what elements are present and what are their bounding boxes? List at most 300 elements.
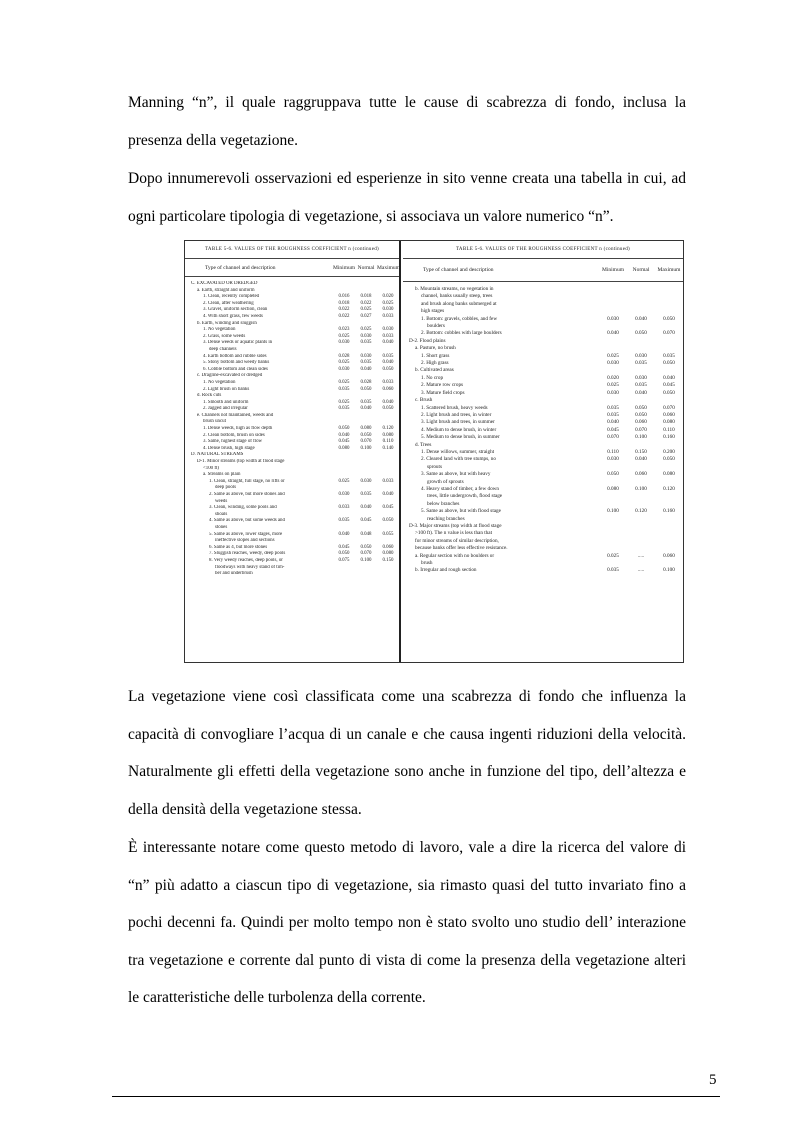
cell-normal: 0.030	[635, 352, 647, 359]
cell-minimum: 0.033	[338, 505, 350, 511]
cell-minimum: 0.025	[607, 382, 619, 389]
table-row	[403, 390, 683, 397]
cell-minimum	[333, 347, 355, 354]
cell-normal	[355, 452, 377, 459]
cell-maximum: 0.120	[663, 485, 675, 492]
table-row	[403, 479, 683, 486]
cell-maximum: 0.200	[663, 448, 675, 455]
cell-minimum: 0.035	[607, 404, 619, 411]
cell-maximum	[377, 499, 399, 506]
cell-description: 2. Cleared land with tree stumps, no	[421, 456, 496, 463]
cell-normal	[627, 523, 655, 530]
table-row	[403, 567, 683, 574]
header-maximum: Maximum	[377, 264, 400, 271]
cell-description: D-3. Major streams (top width at flood stage	[409, 523, 502, 529]
table-row	[185, 367, 399, 374]
cell-description: 7. Sluggish reaches, weedy, deep pools	[209, 551, 286, 557]
cell-minimum: 0.040	[338, 531, 350, 537]
cell-normal: 0.050	[635, 411, 647, 418]
cell-minimum	[599, 523, 627, 530]
cell-description: ber and underbrush	[215, 571, 253, 577]
table-row	[185, 354, 399, 361]
table-right	[403, 241, 683, 662]
cell-minimum: 0.070	[607, 434, 619, 441]
table-row	[403, 434, 683, 441]
table-row	[185, 387, 399, 394]
cell-maximum	[377, 321, 399, 328]
cell-normal	[627, 545, 655, 552]
cell-maximum	[655, 545, 683, 552]
cell-minimum: 0.035	[607, 567, 619, 574]
table-row	[403, 560, 683, 567]
cell-minimum	[333, 571, 355, 578]
cell-description: reaching branches	[427, 515, 465, 522]
cell-maximum	[655, 479, 683, 486]
cell-normal: 0.048	[360, 531, 372, 537]
cell-description: a. Earth, straight and uniform	[197, 287, 255, 293]
cell-maximum: 0.060	[663, 552, 675, 559]
cell-description: 4. Earth bottom and rubble sides	[203, 353, 267, 359]
table-row	[185, 485, 399, 492]
table-row	[185, 466, 399, 473]
cell-normal: 0.050	[635, 330, 647, 337]
cell-minimum: 0.035	[607, 411, 619, 418]
cell-minimum: 0.016	[338, 294, 350, 300]
table-right-body	[403, 282, 683, 575]
cell-normal	[627, 367, 655, 374]
cell-normal: 0.070	[635, 426, 647, 433]
cell-minimum: 0.030	[338, 366, 350, 372]
table-row	[403, 442, 683, 449]
cell-description: e. Channels not maintained, weeds and	[197, 412, 274, 418]
cell-minimum: 0.025	[607, 352, 619, 359]
roughness-table-figure	[184, 240, 684, 663]
cell-maximum	[655, 464, 683, 471]
cell-minimum: 0.045	[607, 426, 619, 433]
cell-minimum: 0.022	[338, 313, 350, 319]
table-row	[403, 330, 683, 337]
table-row	[185, 360, 399, 367]
cell-minimum	[599, 323, 627, 330]
cell-description: 1. No crop	[421, 374, 444, 381]
cell-description: 6. Cobble bottom and clean sides	[203, 366, 268, 372]
cell-normal: 0.035	[360, 492, 372, 497]
cell-maximum: 0.050	[382, 366, 394, 372]
cell-minimum: 0.030	[607, 360, 619, 367]
cell-maximum: 0.100	[663, 567, 675, 574]
paragraph-2: Dopo innumerevoli osservazioni ed esperienze in sito venne creata una tabella in cui, ad ogni particolare tipologia di vegetazione, si associava un valore numerico “n”.	[128, 170, 686, 225]
cell-normal: 0.040	[635, 389, 647, 396]
cell-maximum	[655, 501, 683, 508]
cell-maximum: 0.080	[382, 551, 394, 557]
table-row	[185, 334, 399, 341]
cell-maximum	[655, 301, 683, 308]
cell-minimum	[599, 308, 627, 315]
cell-description: 1. Scattered brush, heavy weeds	[421, 404, 488, 411]
cell-description: 3. Dense weeds or aquatic plants in	[203, 340, 273, 346]
cell-description: shoals	[215, 511, 228, 517]
cell-maximum	[655, 367, 683, 374]
cell-maximum: 0.060	[663, 411, 675, 418]
cell-description: 4. With short grass, few weeds	[203, 313, 263, 319]
table-row	[185, 505, 399, 512]
table-row	[403, 545, 683, 552]
cell-maximum: 0.040	[382, 399, 394, 405]
cell-minimum: 0.028	[338, 353, 350, 359]
cell-maximum: 0.070	[663, 404, 675, 411]
cell-normal	[627, 479, 655, 486]
cell-description: growth of sprouts	[427, 478, 464, 485]
cell-description: 2. Grass, some weeds	[203, 333, 246, 339]
cell-maximum	[655, 397, 683, 404]
cell-description: 1. Bottom: gravels, cobbles, and few	[421, 315, 498, 322]
cell-minimum	[333, 419, 355, 426]
cell-description: 1. Short grass	[421, 352, 450, 359]
table-row	[403, 553, 683, 560]
cell-description: 5. Medium to dense brush, in summer	[421, 434, 500, 441]
cell-normal: 0.022	[360, 300, 372, 306]
cell-description: channel, banks usually steep, trees	[421, 293, 493, 300]
table-row	[185, 281, 399, 288]
table-row	[185, 512, 399, 519]
cell-normal: 0.060	[635, 419, 647, 426]
cell-normal: 0.025	[360, 327, 372, 333]
cell-description: 8. Very weedy reaches, deep pools, or	[209, 557, 283, 563]
cell-maximum	[377, 512, 399, 519]
cell-description: a. Regular section with no boulders or	[415, 552, 495, 559]
table-row	[403, 501, 683, 508]
cell-minimum: 0.050	[338, 551, 350, 557]
header-maximum: Maximum	[657, 267, 681, 273]
cell-minimum: 0.080	[607, 485, 619, 492]
table-row	[185, 479, 399, 486]
cell-maximum	[655, 560, 683, 567]
cell-maximum	[377, 565, 399, 572]
table-row	[185, 340, 399, 347]
cell-normal	[355, 525, 377, 532]
table-row	[185, 492, 399, 499]
cell-maximum	[377, 393, 399, 400]
cell-normal	[627, 293, 655, 300]
cell-normal	[627, 501, 655, 508]
table-row	[403, 508, 683, 515]
cell-description: 1. Clean, recently completed	[203, 294, 260, 300]
table-row	[185, 439, 399, 446]
table-row	[403, 419, 683, 426]
cell-maximum	[377, 347, 399, 354]
cell-maximum	[377, 466, 399, 473]
cell-maximum: 0.060	[382, 544, 394, 550]
cell-maximum: 0.035	[382, 353, 394, 359]
cell-normal	[627, 516, 655, 523]
cell-minimum: 0.040	[338, 432, 350, 438]
cell-description: stones	[215, 524, 228, 530]
table-row	[185, 426, 399, 433]
cell-minimum	[599, 545, 627, 552]
cell-maximum: 0.160	[663, 508, 675, 515]
cell-normal: 0.100	[360, 557, 372, 563]
cell-minimum: 0.100	[607, 508, 619, 515]
table-row	[185, 499, 399, 506]
cell-description: deep channels	[209, 346, 237, 352]
table-row	[403, 338, 683, 345]
cell-minimum	[599, 464, 627, 471]
cell-maximum	[655, 293, 683, 300]
table-row	[403, 323, 683, 330]
cell-maximum: 0.033	[382, 478, 394, 484]
cell-maximum	[655, 523, 683, 530]
cell-description: 5. Same as above, but with flood stage	[421, 508, 501, 515]
cell-normal: 0.100	[635, 434, 647, 441]
cell-normal	[355, 281, 377, 288]
cell-description: 2. Clean, after weathering	[203, 300, 254, 306]
cell-normal: 0.060	[635, 471, 647, 478]
cell-normal	[627, 530, 655, 537]
cell-description: b. Cultivated areas	[415, 367, 454, 374]
table-row	[403, 412, 683, 419]
cell-normal	[627, 560, 655, 567]
cell-description: 2. Jagged and irregular	[203, 406, 248, 412]
table-row	[185, 327, 399, 334]
cell-minimum: 0.030	[607, 456, 619, 463]
cell-minimum: 0.025	[338, 379, 350, 385]
table-row	[403, 397, 683, 404]
table-right-header	[403, 258, 683, 282]
cell-normal: 0.035	[360, 360, 372, 366]
table-left-body	[185, 277, 399, 578]
table-row	[185, 518, 399, 525]
table-row	[185, 347, 399, 354]
cell-maximum	[377, 472, 399, 479]
cell-description: 2. Light brush on banks	[203, 386, 250, 392]
table-row	[185, 472, 399, 479]
cell-normal	[355, 459, 377, 466]
cell-normal: 0.030	[360, 478, 372, 484]
table-row	[403, 301, 683, 308]
table-row	[403, 471, 683, 478]
cell-minimum	[333, 321, 355, 328]
table-row	[185, 288, 399, 295]
table-row	[403, 523, 683, 530]
cell-normal	[355, 321, 377, 328]
cell-maximum: 0.110	[663, 426, 675, 433]
cell-description: for minor streams of similar description,	[415, 537, 499, 544]
cell-minimum	[333, 373, 355, 380]
cell-maximum: 0.080	[382, 432, 394, 438]
cell-maximum: 0.050	[663, 360, 675, 367]
table-row	[185, 373, 399, 380]
cell-normal	[627, 442, 655, 449]
table-row	[185, 558, 399, 565]
cell-maximum	[655, 345, 683, 352]
cell-minimum: 0.025	[338, 333, 350, 339]
cell-description: 1. Smooth and uniform	[203, 399, 249, 405]
cell-maximum: 0.080	[663, 419, 675, 426]
cell-description: b. Mountain streams, no vegetation in	[415, 286, 494, 292]
cell-description: boulders	[427, 323, 445, 330]
cell-minimum	[333, 499, 355, 506]
cell-minimum	[599, 345, 627, 352]
cell-maximum: 0.033	[382, 333, 394, 339]
cell-minimum: 0.023	[338, 327, 350, 333]
cell-description: 1. Dense willows, summer, straight	[421, 448, 495, 455]
cell-maximum: 0.070	[663, 330, 675, 337]
cell-minimum: 0.040	[607, 330, 619, 337]
cell-minimum: 0.035	[338, 386, 350, 392]
cell-maximum	[655, 516, 683, 523]
cell-maximum: 0.025	[382, 300, 394, 306]
cell-minimum	[599, 501, 627, 508]
cell-normal	[355, 565, 377, 572]
cell-minimum: 0.035	[338, 518, 350, 524]
table-row	[185, 433, 399, 440]
cell-normal: 0.040	[635, 315, 647, 322]
cell-description: weeds	[215, 498, 228, 504]
header-normal: Normal	[632, 267, 650, 273]
cell-description: sprouts	[427, 463, 442, 470]
cell-normal	[355, 472, 377, 479]
table-row	[403, 345, 683, 352]
cell-description: d. Rock cuts	[197, 393, 222, 399]
cell-maximum	[655, 323, 683, 330]
table-row	[403, 530, 683, 537]
cell-minimum	[599, 530, 627, 537]
cell-normal: 0.035	[635, 360, 647, 367]
table-row	[403, 538, 683, 545]
cell-normal	[355, 347, 377, 354]
cell-normal	[627, 301, 655, 308]
cell-maximum	[655, 338, 683, 345]
cell-minimum	[333, 281, 355, 288]
cell-description: 1. No vegetation	[203, 327, 236, 333]
cell-normal: .....	[637, 552, 645, 559]
cell-normal	[355, 466, 377, 473]
cell-maximum: 0.160	[663, 434, 675, 441]
cell-normal: .....	[637, 567, 645, 574]
cell-maximum	[377, 373, 399, 380]
cell-minimum	[333, 413, 355, 420]
cell-description: 4. Medium to dense brush, in winter	[421, 426, 497, 433]
cell-normal: 0.080	[360, 426, 372, 432]
cell-normal	[355, 571, 377, 578]
cell-normal: 0.120	[635, 508, 647, 515]
table-row	[185, 301, 399, 308]
table-row	[403, 360, 683, 367]
page-number: 5	[709, 1072, 717, 1088]
cell-maximum	[377, 538, 399, 545]
table-row	[403, 456, 683, 463]
table-row	[403, 464, 683, 471]
cell-description: >100 ft). The n value is less than that	[415, 530, 493, 537]
cell-minimum	[599, 286, 627, 293]
cell-maximum: 0.033	[382, 313, 394, 319]
cell-minimum: 0.030	[607, 389, 619, 396]
table-row	[403, 316, 683, 323]
cell-minimum: 0.025	[338, 399, 350, 405]
cell-maximum	[377, 485, 399, 492]
cell-normal: 0.030	[360, 333, 372, 339]
cell-minimum: 0.050	[338, 426, 350, 432]
cell-normal: 0.035	[635, 382, 647, 389]
cell-maximum	[655, 538, 683, 545]
cell-description: 2. High grass	[421, 360, 449, 367]
cell-normal	[627, 323, 655, 330]
cell-normal: 0.035	[360, 399, 372, 405]
cell-minimum	[599, 493, 627, 500]
cell-normal: 0.045	[360, 518, 372, 524]
header-normal: Normal	[357, 264, 375, 271]
cell-description: 3. Same as above, but with heavy	[421, 471, 491, 478]
cell-normal: 0.027	[360, 313, 372, 319]
cell-maximum: 0.150	[382, 557, 394, 563]
cell-minimum	[599, 301, 627, 308]
cell-description: 4. Dense brush, high stage	[203, 445, 255, 451]
cell-maximum: 0.110	[382, 439, 394, 445]
cell-normal: 0.050	[360, 544, 372, 550]
cell-normal: 0.018	[360, 294, 372, 300]
cell-description: D. NATURAL STREAMS	[191, 452, 244, 458]
cell-minimum: 0.035	[338, 406, 350, 412]
cell-minimum: 0.030	[338, 492, 350, 497]
cell-minimum	[599, 397, 627, 404]
cell-description: b. Irregular and rough section	[415, 567, 477, 574]
cell-description: trees, little undergrowth, flood stage	[427, 493, 503, 500]
cell-normal	[355, 413, 377, 420]
cell-maximum	[377, 288, 399, 295]
cell-description: 3. Mature field crops	[421, 389, 465, 396]
cell-maximum: 0.040	[382, 360, 394, 366]
cell-maximum: 0.040	[382, 492, 394, 497]
cell-description: 5. Stony bottom and weedy banks	[203, 360, 270, 366]
table-row	[403, 308, 683, 315]
cell-description: 3. Same, highest stage of flow	[203, 439, 263, 445]
cell-minimum	[599, 560, 627, 567]
cell-minimum	[333, 288, 355, 295]
cell-description: C. EXCAVATED OR DREDGED	[191, 281, 258, 286]
cell-description: 4. Heavy stand of timber, a few down	[421, 485, 500, 492]
cell-normal: 0.028	[360, 379, 372, 385]
cell-maximum: 0.030	[382, 327, 394, 333]
cell-normal	[355, 393, 377, 400]
cell-normal: 0.025	[360, 307, 372, 313]
cell-maximum	[377, 281, 399, 288]
table-row	[403, 367, 683, 374]
paragraph-4: È interessante notare come questo metodo di lavoro, vale a dire la ricerca del valore di “n” più adatto a ciascun tipo di vegetazione, sia rimasto quasi del tutto invariato fino a pochi decenni fa. Quindi per molto tempo non è stato svolto uno studio dell’ interazione tra vegetazione e corrente dal punto di vista di come la presenza della vegetazione alteri le caratteristiche delle turbolenza della corrente.	[128, 839, 686, 1006]
cell-maximum: 0.050	[663, 315, 675, 322]
header-description: Type of channel and description	[423, 267, 494, 273]
cell-description: ineffective slopes and sections	[215, 538, 275, 544]
cell-maximum: 0.050	[663, 456, 675, 463]
cell-minimum: 0.080	[338, 445, 350, 451]
cell-minimum	[599, 538, 627, 545]
cell-minimum: 0.045	[338, 439, 350, 445]
cell-description: below branches	[427, 500, 460, 507]
table-row	[403, 293, 683, 300]
cell-description: <100 ft)	[203, 465, 219, 471]
cell-minimum: 0.110	[607, 448, 619, 455]
cell-maximum: 0.055	[382, 531, 394, 537]
cell-maximum	[655, 308, 683, 315]
cell-maximum	[377, 525, 399, 532]
cell-description: 3. Gravel, uniform section, clean	[203, 307, 268, 313]
cell-maximum: 0.050	[382, 518, 394, 524]
cell-normal	[355, 419, 377, 426]
cell-normal	[627, 493, 655, 500]
cell-normal: 0.030	[360, 353, 372, 359]
cell-maximum: 0.033	[382, 379, 394, 385]
cell-description: 6. Same as 4, but more stones	[209, 544, 268, 550]
cell-normal	[355, 288, 377, 295]
